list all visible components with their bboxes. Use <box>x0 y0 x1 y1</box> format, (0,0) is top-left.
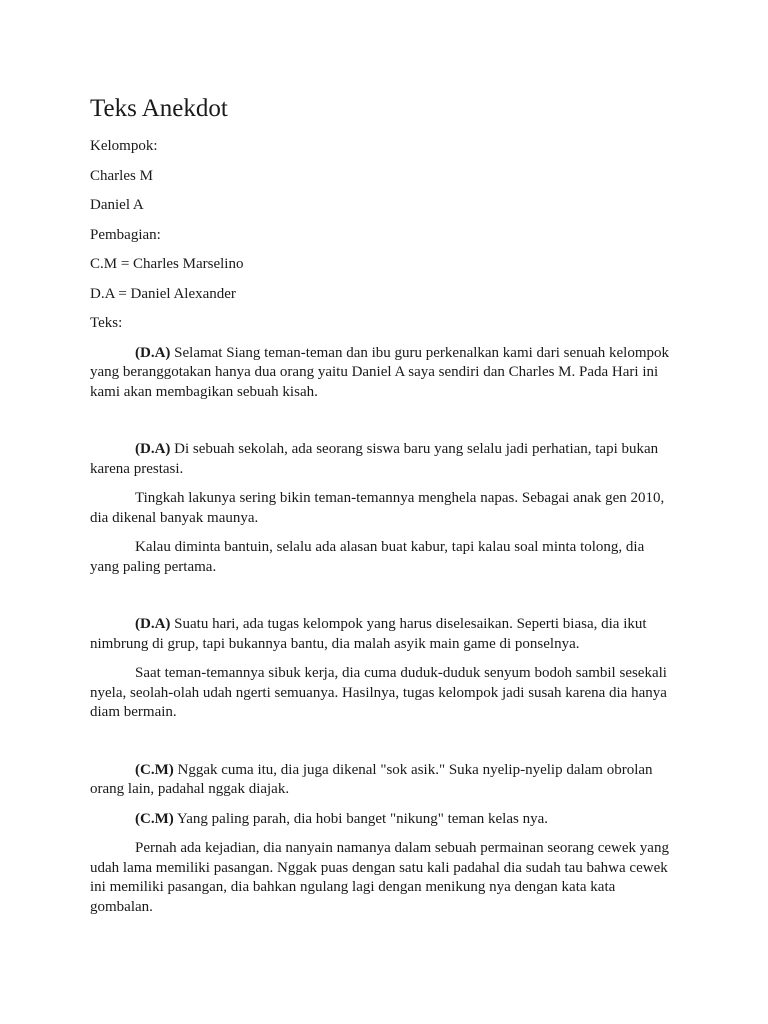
speaker-label: (C.M) <box>135 761 174 778</box>
story-body <box>90 344 672 918</box>
group-info <box>90 137 672 333</box>
paragraph-text: Yang paling parah, dia hobi banget "nikung" teman kelas nya. <box>173 810 548 827</box>
speaker-label: (C.M) <box>135 810 174 827</box>
paragraph-5 <box>90 615 672 654</box>
speaker-label: (D.A) <box>135 616 171 632</box>
speaker-label: (D.A) <box>135 344 171 361</box>
paragraph-text: Selamat Siang teman-teman dan ibu guru perkenalkan kami dari senuah kelompok yang beranggotakan hanya dua orang yaitu Daniel A saya sendiri dan Charles M. Pada Hari ini kami akan membagikan sebuah kisah. <box>90 344 670 400</box>
paragraph-2 <box>90 440 672 479</box>
role-cm: C.M = Charles Marselino <box>90 256 244 272</box>
paragraph-text: Di sebuah sekolah, ada seorang siswa baru yang selalu jadi perhatian, tapi bukan karena prestasi. <box>90 441 659 477</box>
label-teks: Teks: <box>90 315 123 331</box>
paragraph-7 <box>90 761 672 800</box>
paragraph-text: Suatu hari, ada tugas kelompok yang harus diselesaikan. Seperti biasa, dia ikut nimbrung di grup, tapi bukannya bantu, dia malah asyik main game di ponselnya. <box>90 616 647 652</box>
role-da: D.A = Daniel Alexander <box>90 285 236 302</box>
paragraph-6 <box>90 664 672 723</box>
paragraph-text: Pernah ada kejadian, dia nanyain namanya dalam sebuah permainan seorang cewek yang udah lama memiliki pasangan. Nggak puas dengan satu kali padahal dia sudah tau bahwa cewek ini memiliki pasangan, dia bahkan ngulang lagi dengan menikung nya dengan kata kata gombalan. <box>90 840 669 915</box>
member-daniel: Daniel A <box>90 197 144 213</box>
paragraph-3 <box>90 489 672 528</box>
paragraph-8 <box>90 810 672 830</box>
paragraph-text: Nggak cuma itu, dia juga dikenal "sok asik." Suka nyelip-nyelip dalam obrolan orang lain, padahal nggak diajak. <box>90 761 653 797</box>
member-charles: Charles M <box>90 167 153 184</box>
paragraph-1 <box>90 344 672 403</box>
paragraph-text: Tingkah lakunya sering bikin teman-temannya menghela napas. Sebagai anak gen 2010, dia dikenal banyak maunya. <box>90 490 665 526</box>
paragraph-9 <box>90 839 672 917</box>
paragraph-text: Kalau diminta bantuin, selalu ada alasan buat kabur, tapi kalau soal minta tolong, dia yang paling pertama. <box>90 539 645 575</box>
label-pembagian: Pembagian: <box>90 226 161 243</box>
speaker-label: (D.A) <box>135 441 171 457</box>
paragraph-text: Saat teman-temannya sibuk kerja, dia cuma duduk-duduk senyum bodoh sambil sesekali nyela, seolah-olah udah ngerti semuanya. Hasilnya, tugas kelompok jadi susah karena dia hanya diam bermain. <box>90 665 667 720</box>
paragraph-4 <box>90 538 672 577</box>
label-kelompok: Kelompok: <box>90 138 158 154</box>
document-title: Teks Anekdot <box>90 95 228 122</box>
